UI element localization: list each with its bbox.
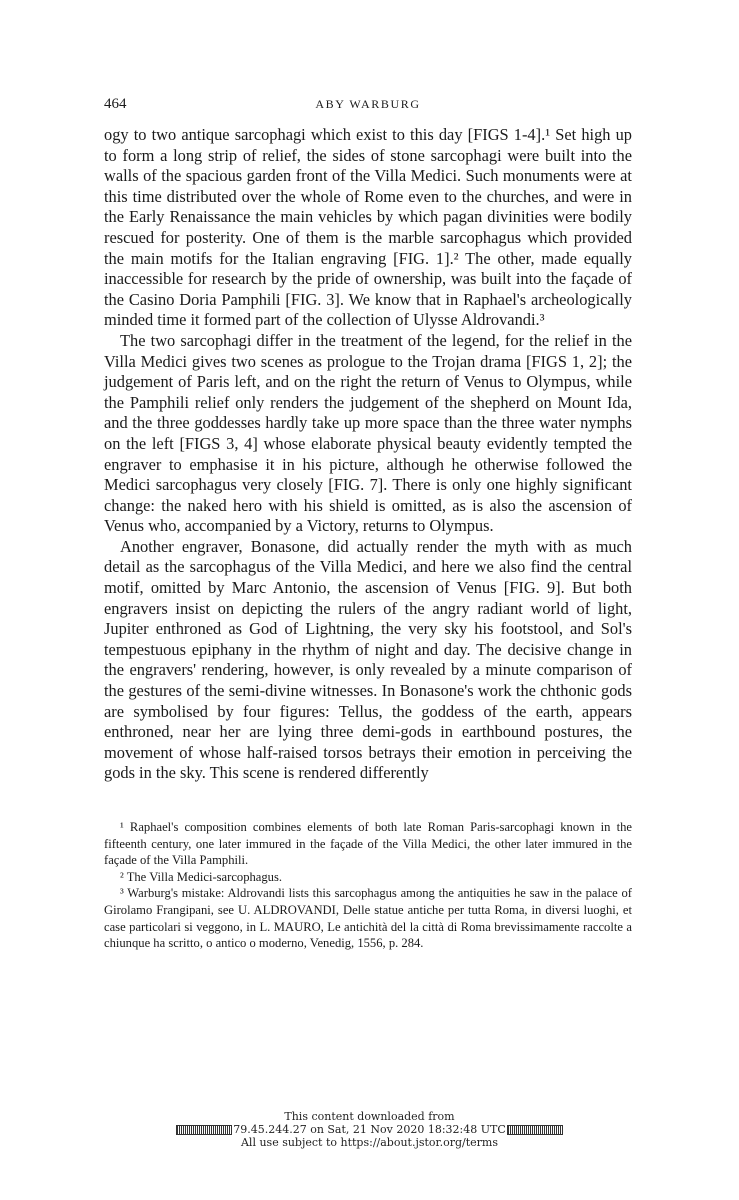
footnotes: [104, 819, 632, 952]
footer-line-2: [0, 1123, 739, 1136]
page-number: 464: [104, 96, 127, 112]
page: [104, 96, 632, 784]
barcode-right-icon: [507, 1125, 563, 1135]
footnote-3: ³ Warburg's mistake: Aldrovandi lists this sarcophagus among the antiquities he saw in the palace of Girolamo Frangipani, see U. ALDROVANDI, Delle statue antiche per tutta Roma, in diversi luoghi, et case particolari si veggono, in L. MAURO, Le antichità del la città di Roma brevissimamente raccolte a chiunque ha scritto, o antico o moderno, Venedig, 1556, p. 284.: [104, 886, 632, 951]
body-text: [104, 125, 632, 784]
barcode-left-icon: [176, 1125, 232, 1135]
footnote-2: ² The Villa Medici-sarcophagus.: [120, 869, 283, 884]
paragraph-2: The two sarcophagi differ in the treatment of the legend, for the relief in the Villa Medici gives two scenes as prologue to the Trojan drama [FIGS 1, 2]; the judgement of Paris left, and on the right the return of Venus to Olympus, while the Pamphili relief only renders the judgement of the shepherd on Mount Ida, and the three goddesses hardly take up more space than the three water nymphs on the left [FIGS 3, 4] whose elaborate physical beauty evidently tempted the engraver to emphasise it in his picture, although he otherwise followed the Medici sarcophagus very closely [FIG. 7]. There is only one highly significant change: the naked hero with his shield is omitted, as is also the ascension of Venus who, accompanied by a Victory, returns to Olympus.: [104, 330, 632, 536]
footnote-1: ¹ Raphael's composition combines elements of both late Roman Paris-sarcophagi known in the fifteenth century, one later immured in the façade of the Villa Medici, the other later immured in the façade of the Villa Pamphili.: [104, 820, 632, 868]
footer-line-1: This content downloaded from: [284, 1110, 455, 1123]
running-title: ABY WARBURG: [315, 97, 421, 111]
running-head: [104, 96, 632, 118]
paragraph-3: Another engraver, Bonasone, did actually render the myth with as much detail as the sarcophagus of the Villa Medici, and here we also find the central motif, omitted by Marc Antonio, the ascension of Venus [FIG. 9]. But both engravers insist on depicting the rulers of the angry radiant world of light, Jupiter enthroned as God of Lightning, the very sky his footstool, and Sol's tempestuous epiphany in the rhythm of night and day. The decisive change in the engravers' rendering, however, is only revealed by a minute comparison of the gestures of the semi-divine witnesses. In Bonasone's work the chthonic gods are symbolised by four figures: Tellus, the goddess of the earth, appears enthroned, near her are lying three demi-gods in earthbound postures, the movement of whose half-raised torsos betrays their emotion in perceiving the gods in the sky. This scene is rendered differently: [104, 536, 632, 783]
footer-line-3: All use subject to https://about.jstor.org/terms: [240, 1136, 498, 1149]
jstor-footer: [0, 1110, 739, 1149]
paragraph-1: ogy to two antique sarcophagi which exist to this day [FIGS 1-4].¹ Set high up to form a long strip of relief, the sides of stone sarcophagi were built into the walls of the spacious garden front of the Villa Medici. Such monuments were at this time distributed over the whole of Rome even to the churches, and were in the Early Renaissance the main vehicles by which pagan divinities were bodily rescued for posterity. One of them is the marble sarcophagus which provided the main motifs for the Italian engraving [FIG. 1].² The other, made equally inaccessible for research by the pride of ownership, was built into the façade of the Casino Doria Pamphili [FIG. 3]. We know that in Raphael's archeologically minded time it formed part of the collection of Ulysse Aldrovandi.³: [104, 125, 632, 330]
footer-ip-text: 79.45.244.27 on Sat, 21 Nov 2020 18:32:48 UTC: [233, 1123, 506, 1136]
